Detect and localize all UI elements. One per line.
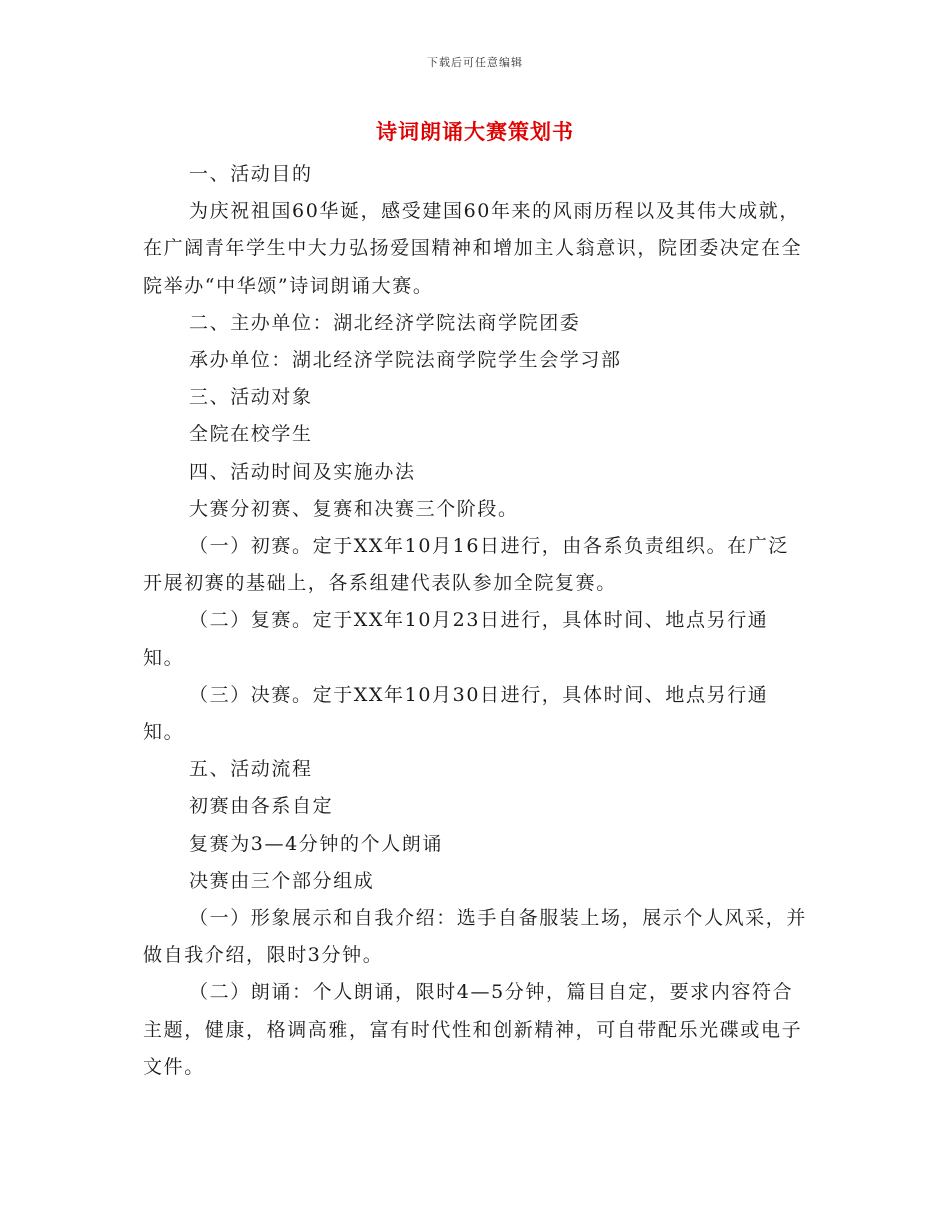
paragraph-purpose: 为庆祝祖国60华诞，感受建国60年来的风雨历程以及其伟大成就，在广阔青年学生中大力弘扬爱国精神和增加主人翁意识，院团委决定在全院举办“中华颂”诗词朗诵大赛。: [143, 200, 803, 297]
paragraph-self-introduction: （一）形象展示和自我介绍：选手自备服装上场，展示个人风采，并做自我介绍，限时3分钟。: [143, 907, 808, 967]
paragraph-final-process: 决赛由三个部分组成: [189, 869, 375, 892]
section-heading-schedule: 四、活动时间及实施办法: [189, 460, 416, 483]
section-heading-participants: 三、活动对象: [189, 386, 313, 409]
document-body: [143, 156, 807, 1086]
paragraph-semifinal-process: 复赛为3—4分钟的个人朗诵: [189, 832, 443, 855]
header-note: 下载后可任意编辑: [427, 56, 523, 69]
paragraph-semifinal: （二）复赛。定于XX年10月23日进行，具体时间、地点另行通知。: [143, 609, 769, 669]
paragraph-stages: 大赛分初赛、复赛和决赛三个阶段。: [189, 497, 519, 520]
section-heading-organizer: 二、主办单位：湖北经济学院法商学院团委: [189, 311, 581, 334]
document-title: 诗词朗诵大赛策划书: [376, 119, 574, 144]
paragraph-recitation: （二）朗诵：个人朗诵，限时4—5分钟，篇目自定，要求内容符合主题，健康，格调高雅，富有时代性和创新精神，可自带配乐光碟或电子文件。: [143, 981, 803, 1078]
paragraph-co-organizer: 承办单位：湖北经济学院法商学院学生会学习部: [189, 349, 622, 372]
section-heading-purpose: 一、活动目的: [189, 163, 313, 185]
paragraph-participants: 全院在校学生: [189, 423, 313, 446]
section-heading-process: 五、活动流程: [189, 758, 313, 781]
paragraph-preliminary-process: 初赛由各系自定: [189, 795, 334, 818]
paragraph-preliminary: （一）初赛。定于XX年10月16日进行，由各系负责组织。在广泛开展初赛的基础上，各系组建代表队参加全院复赛。: [143, 535, 790, 595]
paragraph-final: （三）决赛。定于XX年10月30日进行，具体时间、地点另行通知。: [143, 683, 769, 744]
